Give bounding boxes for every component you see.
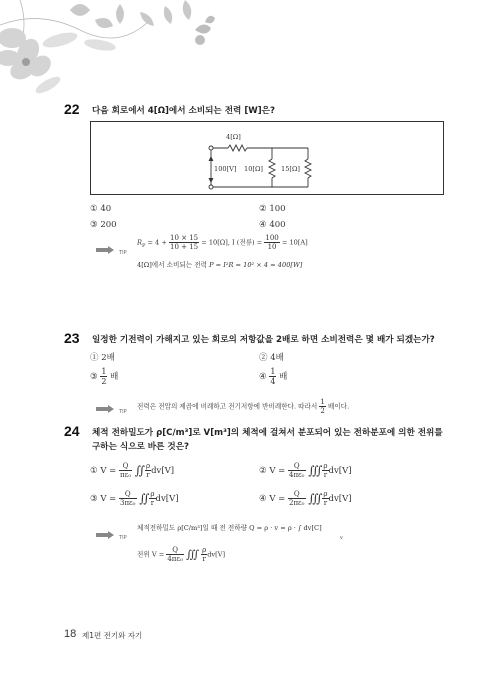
option-23-4[interactable]	[259, 367, 287, 386]
option-q-fraction	[288, 462, 306, 479]
question-text-24-line1: 체적 전하밀도가 ρ[C/m³]로 V[m³]의 체적에 걸쳐서 분포되어 있는 전하분포에 의한 전위를	[92, 428, 443, 438]
option-23-4-mark: ④	[259, 372, 267, 382]
tip-badge-23	[96, 398, 127, 417]
option-22-2[interactable]: ② 100	[259, 204, 286, 214]
tip-i-den: 10	[267, 243, 277, 251]
tip-rp-result: = 10[Ω],	[199, 238, 230, 247]
q-num: Q	[288, 462, 306, 471]
tip24-r: r	[202, 555, 206, 563]
option-24-4[interactable]	[259, 490, 352, 507]
integral-sign: ∭	[308, 491, 323, 506]
tip24-num: Q	[166, 546, 184, 555]
tip-24-integral: ∭	[185, 548, 199, 561]
option-23-3-unit: 배	[110, 372, 119, 382]
question-number-22: 22	[64, 101, 80, 117]
tip24-rho: ρ	[202, 546, 207, 554]
tip-i-num: 100	[265, 234, 279, 242]
integral-sign: ∭	[308, 463, 323, 478]
circuit-label-voltage: 100[V]	[214, 165, 237, 173]
integral-sign: ∬	[139, 491, 150, 506]
tip24-den: 4πε₀	[167, 555, 183, 563]
circuit-diagram	[90, 121, 442, 193]
option-23-3[interactable]	[90, 367, 118, 386]
tip-i-fraction	[264, 234, 279, 251]
option-q-fraction	[119, 490, 137, 507]
option-q-fraction	[119, 462, 132, 479]
tip-label: TIP	[119, 409, 127, 415]
tip-23-main: 전력은 전압의 제곱에 비례하고 전기저항에 반비례한다. 따라서	[137, 402, 320, 411]
rho: ρ	[323, 490, 328, 498]
tip-24-line1-text: 체적전하밀도 ρ[C/m³]일 때 전 전하량 Q = ρ · v = ρ · ∫ dv[C]	[137, 524, 322, 532]
r: r	[150, 499, 155, 507]
tip-22-line2	[137, 259, 302, 269]
tip-badge-22	[96, 239, 127, 258]
question-number-23: 23	[64, 330, 80, 346]
r: r	[323, 471, 328, 479]
tip-rp-eq: = 4 +	[145, 238, 169, 247]
q-den: 3πε₀	[120, 499, 136, 507]
option-22-1[interactable]: ① 40	[90, 204, 112, 214]
option-mark: ② V =	[259, 466, 286, 476]
option-mark: ④ V =	[259, 494, 286, 504]
integral-sign: ∬	[134, 463, 145, 478]
question-number-24: 24	[64, 423, 80, 439]
tip-24-fraction	[166, 546, 184, 563]
circuit-label-4ohm: 4[Ω]	[226, 133, 241, 141]
tip-rp-sub: P	[141, 242, 146, 249]
arrow-icon	[96, 531, 114, 539]
q-den: πε₀	[120, 471, 132, 479]
tip-22-line2-a: 4[Ω]에서 소비되는 전력	[137, 261, 210, 269]
option-22-3[interactable]: ③ 200	[90, 220, 117, 230]
tip-23-text	[137, 398, 349, 415]
option-tail: dv[V]	[328, 466, 352, 476]
option-23-4-fraction	[269, 367, 276, 386]
tip-24-line2	[137, 546, 225, 563]
question-text-22: 다음 회로에서 4[Ω]에서 소비되는 전력 [W]은?	[92, 106, 275, 116]
option-23-2[interactable]: ② 4배	[259, 353, 284, 363]
option-23-4-unit: 배	[279, 372, 288, 382]
tip-rp-fraction	[169, 234, 199, 251]
page-number: 18	[64, 628, 77, 640]
o3-num: 1	[101, 367, 107, 376]
tip23-den: 2	[320, 407, 325, 415]
tip-24-line1	[137, 522, 322, 532]
option-23-3-fraction	[100, 367, 107, 386]
arrow-icon	[96, 405, 114, 413]
rho: ρ	[150, 490, 155, 498]
circuit-label-10ohm: 10[Ω]	[244, 165, 264, 173]
option-23-3-mark: ③	[90, 372, 98, 382]
tip-24-tail: dv[V]	[207, 550, 226, 559]
tip-rp-symbol: R	[137, 238, 142, 247]
option-24-3[interactable]	[90, 490, 179, 507]
option-q-fraction	[288, 490, 306, 507]
floral-decoration	[0, 0, 250, 105]
chapter-title: 제1편 전기와 자기	[82, 631, 143, 640]
option-tail: dv[V]	[328, 494, 352, 504]
tip-24-line1-sub: v	[340, 535, 343, 541]
option-tail: dv[V]	[151, 466, 175, 476]
option-24-2[interactable]	[259, 462, 352, 479]
option-tail: dv[V]	[155, 494, 179, 504]
question-text-23: 일정한 기전력이 가해지고 있는 회로의 저항값을 2배로 하면 소비전력은 몇 배가 되겠는가?	[92, 335, 435, 345]
option-mark: ③ V =	[90, 494, 117, 504]
r: r	[323, 499, 328, 507]
tip-22-line2-b: P = I²R = 10² × 4 = 400[W]	[209, 261, 303, 269]
arrow-icon	[96, 246, 114, 254]
tip23-num: 1	[320, 398, 325, 406]
option-23-1[interactable]: ① 2배	[90, 353, 115, 363]
q-num: Q	[119, 490, 137, 499]
q-den: 4πε₀	[289, 471, 305, 479]
tip-24-line2-prefix: 전위 V =	[137, 550, 167, 559]
r: r	[146, 471, 150, 479]
circuit-label-15ohm: 15[Ω]	[281, 165, 301, 173]
tip-i-result: = 10[A]	[279, 238, 308, 247]
tip-badge-24	[96, 524, 127, 543]
tip-rp-den: 10 + 15	[169, 243, 199, 251]
tip-label: TIP	[119, 250, 127, 256]
rho: ρ	[145, 462, 151, 470]
option-22-4[interactable]: ④ 400	[259, 220, 286, 230]
o4-den: 4	[270, 377, 276, 386]
o4-num: 1	[270, 367, 276, 376]
tip-i-prefix: I (전류) =	[229, 238, 265, 247]
tip-23-tail: 배이다.	[325, 402, 350, 411]
o3-den: 2	[101, 377, 107, 386]
tip-rp-num: 10 × 15	[169, 234, 199, 242]
option-mark: ① V =	[90, 466, 117, 476]
q-den: 2πε₀	[289, 499, 305, 507]
question-text-24-line2: 구하는 식으로 바른 것은?	[92, 442, 189, 452]
q-num: Q	[288, 490, 306, 499]
tip-22-line1	[137, 234, 308, 251]
q-num: Q	[119, 462, 132, 471]
tip-label: TIP	[119, 535, 127, 541]
rho: ρ	[323, 462, 328, 470]
option-24-1[interactable]	[90, 462, 174, 479]
